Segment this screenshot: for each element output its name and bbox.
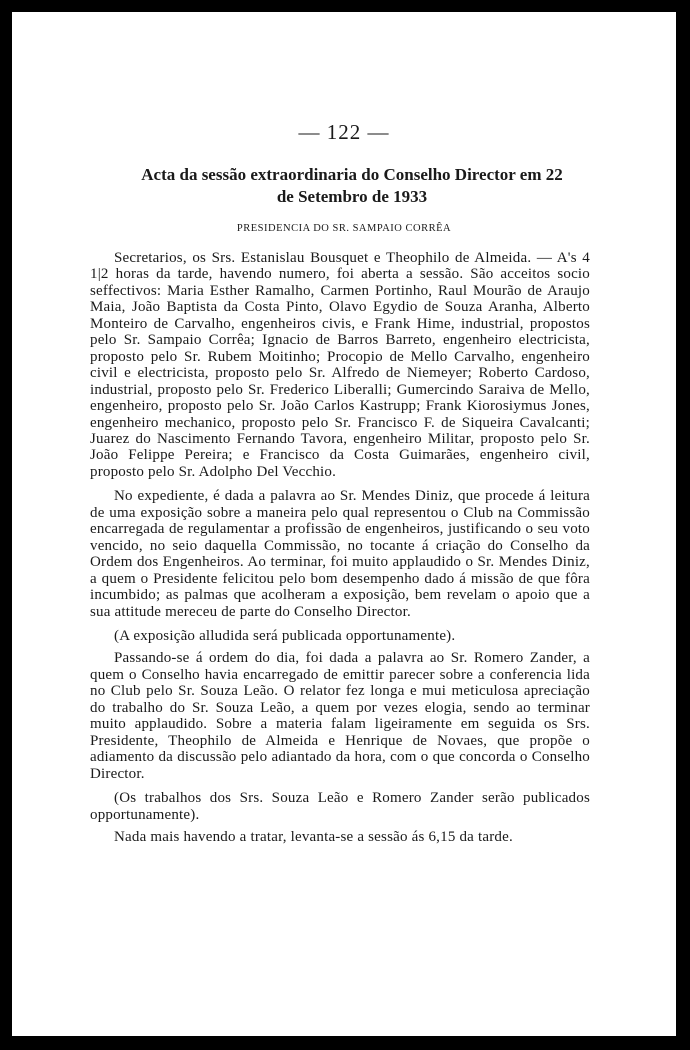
presidency-line: PRESIDENCIA DO SR. SAMPAIO CORRÊA [236, 223, 452, 234]
document-page [12, 12, 676, 1036]
page-number: — 122 — [298, 120, 390, 144]
document-title [92, 164, 612, 208]
paragraph-attendance: Secretarios, os Srs. Estanislau Bousquet e Theophilo de Almeida. — A's 4 1|2 horas da tarde, havendo numero, foi aberta a sessão. São acceitos socio seffectivos: Maria Esther Ramalho, Carmen Portinho, Raul Mourão de Araujo Maia, João Baptista da Costa Pinto, Olavo Egydio de Souza Aranha, Alberto Monteiro de Carvalho, engenheiros civis, e Frank Hime, industrial, propostos pelo Sr. Sampaio Corrêa; Ignacio de Barros Barreto, engenheiro electricista, proposto pelo Sr. Rubem Moitinho; Procopio de Mello Carvalho, engenheiro civil e electricista, proposto pelo Sr. Alfredo de Niemeyer; Roberto Cardoso, industrial, proposto pelo Sr. Frederico Liberalli; Gumercindo Saraiva de Mello, engenheiro, proposto pelo Sr. João Carlos Kastrupp; Frank Kiorosiymus Jones, engenheiro mechanico, proposto pelo Sr. Francisco F. de Siqueira Cavalcanti; Juarez do Nascimento Fernando Tavora, engenheiro Militar, proposto pelo Sr. João Felippe Pereira; e Francisco da Costa Guimarães, engenheiro civil, proposto pelo Sr. Adolpho Del Vecchio. [90, 250, 590, 480]
title-line-1: Acta da sessão extraordinaria do Conselho Director em 22 [141, 165, 563, 184]
title-line-2: de Setembro de 1933 [276, 187, 428, 206]
paragraph-expediente: No expediente, é dada a palavra ao Sr. Mendes Diniz, que procede á leitura de uma exposição sobre a maneira pelo qual representou o Club na Commissão encarregada de regulamentar a profissão de engenheiros, justificando o seu voto vencido, no seio daquella Commissão, no tocante á criação do Conselho da Ordem dos Engenheiros. Ao terminar, foi muito applaudido o Sr. Mendes Diniz, a quem o Presidente felicitou pelo bom desempenho dado á missão de que fôra incumbido; as palmas que acolheram a exposição, bem revelam o apoio que a sua attitude mereceu de parte do Conselho Director. [90, 488, 590, 620]
paragraph-closing: Nada mais havendo a tratar, levanta-se a sessão ás 6,15 da tarde. [114, 828, 513, 845]
paragraph-ordem-do-dia: Passando-se á ordem do dia, foi dada a palavra ao Sr. Romero Zander, a quem o Conselho havia encarregado de emittir parecer sobre a conferencia lida no Club pelo Sr. Souza Leão. O relator fez longa e mui meticulosa apreciação do trabalho do Sr. Souza Leão, a quem por vezes elogia, sendo ao terminar muito applaudido. Sobre a materia falam ligeiramente em seguida os Srs. Presidente, Theophilo de Almeida e Henrique de Novaes, que propõe o adiamento da discussão pelo adiantado da hora, com o que concorda o Conselho Director. [90, 650, 590, 782]
paragraph-note-trabalhos: (Os trabalhos dos Srs. Souza Leão e Romero Zander serão publicados opportunamente). [90, 790, 590, 823]
paragraph-note-exposicao: (A exposição alludida será publicada opportunamente). [114, 627, 456, 644]
minutes-body [90, 250, 590, 853]
